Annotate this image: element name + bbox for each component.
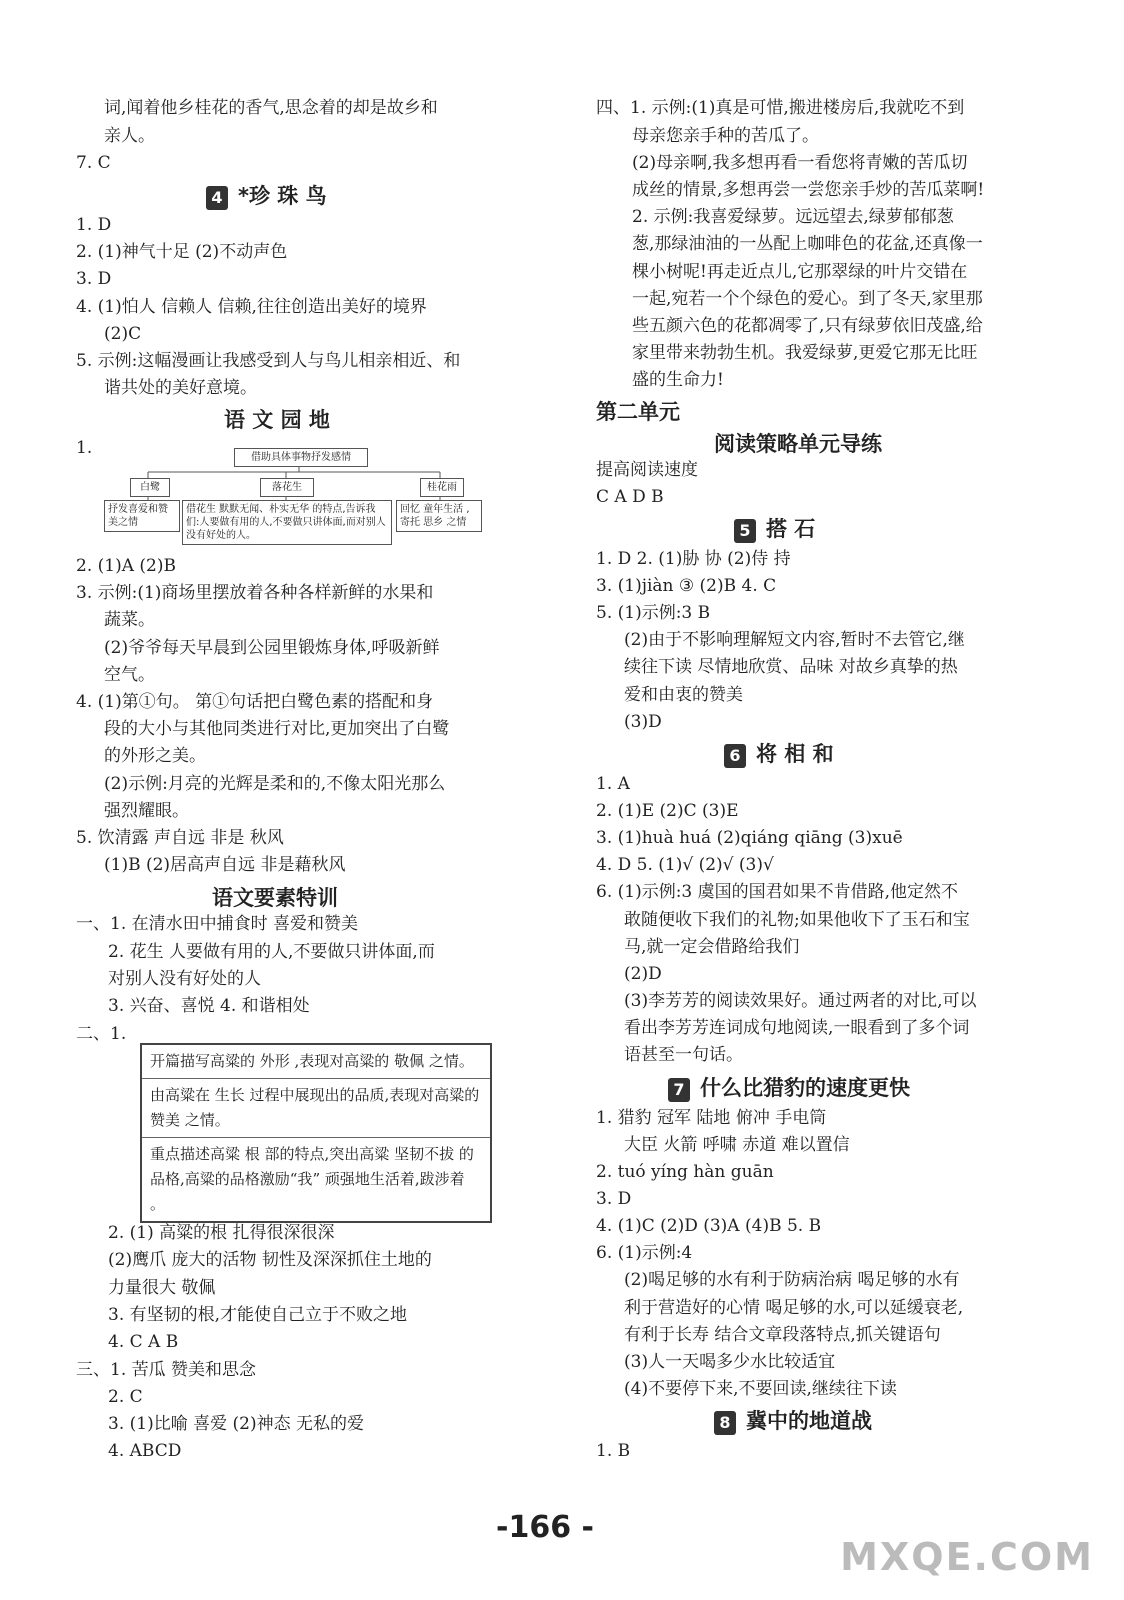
answer-line: 2. tuó yíng hàn guān bbox=[596, 1162, 774, 1182]
answer-line: 段的大小与其他同类进行对比,更加突出了白鹭 bbox=[104, 719, 450, 739]
answer-line: (2)由于不影响理解短文内容,暂时不去管它,继 bbox=[624, 630, 965, 650]
answer-line: 4. (1)C (2)D (3)A (4)B 5. B bbox=[596, 1216, 822, 1236]
section-title-5: 5 搭 石 bbox=[734, 513, 815, 543]
section-title-texun: 语文要素特训 bbox=[212, 886, 338, 910]
text-line: 亲人。 bbox=[104, 126, 155, 146]
diagram-node-bailu: 白鹭 bbox=[130, 478, 170, 497]
answer-line: 2. C bbox=[108, 1387, 143, 1407]
answer-line: (3)人一天喝多少水比较适宜 bbox=[624, 1352, 836, 1372]
answer-line: 5. 饮清露 声自远 非是 秋风 bbox=[76, 828, 284, 848]
section-title-7: 7 什么比猎豹的速度更快 bbox=[668, 1072, 910, 1102]
answer-line: (4)不要停下来,不要回读,继续往下读 bbox=[624, 1379, 897, 1399]
answer-line: 5. (1)示例:3 B bbox=[596, 603, 711, 623]
table-row: 由高粱在 生长 过程中展现出的品质,表现对高粱的 赞美 之情。 bbox=[142, 1079, 490, 1138]
section-number-badge: 4 bbox=[206, 186, 228, 210]
answer-line: 4. (1)怕人 信赖人 信赖,往往创造出美好的境界 bbox=[76, 297, 427, 317]
answer-line: 1. A bbox=[596, 774, 630, 794]
answer-line: 4. D 5. (1)√ (2)√ (3)√ bbox=[596, 855, 774, 875]
section-title-6: 6 将 相 和 bbox=[724, 738, 834, 768]
answer-line: 看出李芳芳连词成句地阅读,一眼看到了多个词 bbox=[624, 1018, 970, 1038]
text-line: 词,闻着他乡桂花的香气,思念着的却是故乡和 bbox=[104, 98, 438, 118]
answer-line: (2)D bbox=[624, 964, 662, 984]
answer-line: 马,就一定会借路给我们 bbox=[624, 937, 800, 957]
section-title-4: 4 *珍 珠 鸟 bbox=[206, 180, 327, 210]
answer-line: 的外形之美。 bbox=[104, 746, 206, 766]
answer-table bbox=[140, 1043, 492, 1223]
table-row: 重点描述高粱 根 部的特点,突出高粱 坚韧不拔 的品格,高粱的品格激励“我” 顽强地生活着,跋涉着 。 bbox=[150, 1145, 474, 1213]
section-number-badge: 5 bbox=[734, 519, 756, 543]
diagram-node-guihuayu: 桂花雨 bbox=[420, 478, 464, 497]
answer-line: (1)B (2)居高声自远 非是藉秋风 bbox=[104, 855, 346, 875]
answer-line: 3. 有坚韧的根,才能使自己立于不败之地 bbox=[108, 1305, 408, 1325]
answer-line: 3. 示例:(1)商场里摆放着各种各样新鲜的水果和 bbox=[76, 583, 434, 603]
answer-line: 葱,那绿油油的一丛配上咖啡色的花盆,还真像一 bbox=[632, 234, 983, 254]
answer-line: (2)C bbox=[104, 324, 142, 344]
answer-line: 些五颜六色的花都凋零了,只有绿萝依旧茂盛,给 bbox=[632, 316, 983, 336]
table-row: 开篇描写高粱的 外形 ,表现对高粱的 敬佩 之情。 bbox=[142, 1045, 490, 1079]
answer-line: C A D B bbox=[596, 487, 664, 507]
answer-line: 力量很大 敬佩 bbox=[108, 1278, 216, 1298]
answer-line: 对别人没有好处的人 bbox=[108, 969, 261, 989]
section-number-badge: 7 bbox=[668, 1078, 690, 1102]
diagram-leaf-guihuayu: 回忆 童年生活 ,寄托 思乡 之情 bbox=[396, 500, 482, 532]
answer-line: (2)鹰爪 庞大的活物 韧性及深深抓住土地的 bbox=[108, 1250, 432, 1270]
mind-map-diagram bbox=[104, 448, 494, 558]
answer-line: (3)D bbox=[624, 712, 662, 732]
answer-line: 6. (1)示例:3 虞国的国君如果不肯借路,他定然不 bbox=[596, 882, 959, 902]
answer-line: 2. (1)A (2)B bbox=[76, 556, 176, 576]
answer-line: 2. (1) 高粱的根 扎得很深很深 bbox=[108, 1223, 335, 1243]
unit-heading: 第二单元 bbox=[596, 400, 680, 424]
answer-line: 3. 兴奋、喜悦 4. 和谐相处 bbox=[108, 996, 310, 1016]
answer-line: 5. 示例:这幅漫画让我感受到人与鸟儿相亲相近、和 bbox=[76, 351, 461, 371]
answer-line: 2. 示例:我喜爱绿萝。远远望去,绿萝郁郁葱 bbox=[632, 207, 954, 227]
answer-line: 利于营造好的心情 喝足够的水,可以延缓衰老, bbox=[624, 1298, 964, 1318]
answer-line: (2)示例:月亮的光辉是柔和的,不像太阳光那么 bbox=[104, 774, 446, 794]
section-number-badge: 8 bbox=[714, 1411, 736, 1435]
answer-line: 一、1. 在清水田中捕食时 喜爱和赞美 bbox=[76, 914, 359, 934]
answer-line: 盛的生命力! bbox=[632, 370, 724, 390]
answer-line: 四、1. 示例:(1)真是可惜,搬进楼房后,我就吃不到 bbox=[596, 98, 965, 118]
answer-line: 母亲您亲手种的苦瓜了。 bbox=[632, 126, 819, 146]
answer-line: 大臣 火箭 呼啸 赤道 难以置信 bbox=[624, 1135, 850, 1155]
answer-line: 3. D bbox=[596, 1189, 632, 1209]
answer-line: 一起,宛若一个个绿色的爱心。到了冬天,家里那 bbox=[632, 289, 983, 309]
answer-line: 1. D bbox=[76, 215, 112, 235]
watermark: MXQE.COM bbox=[840, 1535, 1094, 1579]
diagram-leaf-bailu: 抒发喜爱和赞美之情 bbox=[104, 500, 180, 532]
answer-line: 爱和由衷的赞美 bbox=[624, 685, 743, 705]
answer-line: 4. ABCD bbox=[108, 1441, 182, 1461]
answer-line: 三、1. 苦瓜 赞美和思念 bbox=[76, 1360, 257, 1380]
answer-line: 2. 花生 人要做有用的人,不要做只讲体面,而 bbox=[108, 942, 435, 962]
answer-line: 4. C A B bbox=[108, 1332, 179, 1352]
answer-line: 1. 猎豹 冠军 陆地 俯冲 手电筒 bbox=[596, 1108, 827, 1128]
section-title-yuwen-yuandi: 语 文 园 地 bbox=[224, 408, 330, 432]
answer-line: 2. (1)神气十足 (2)不动声色 bbox=[76, 242, 288, 262]
diagram-root-node: 借助具体事物抒发感情 bbox=[234, 448, 368, 467]
answer-line: 3. (1)jiàn ③ (2)B 4. C bbox=[596, 576, 777, 596]
diagram-node-luohuasheng: 落花生 bbox=[260, 478, 314, 497]
answer-line: 2. (1)E (2)C (3)E bbox=[596, 801, 739, 821]
answer-line: 3. (1)huà huá (2)qiáng qiāng (3)xuē bbox=[596, 828, 903, 848]
answer-line: 提高阅读速度 bbox=[596, 460, 698, 480]
answer-line: 3. D bbox=[76, 269, 112, 289]
answer-line: 7. C bbox=[76, 153, 111, 173]
section-title-guide: 阅读策略单元导练 bbox=[714, 432, 882, 456]
answer-line: 有利于长寿 结合文章段落特点,抓关键语句 bbox=[624, 1325, 941, 1345]
answer-line: 语甚至一句话。 bbox=[624, 1045, 743, 1065]
answer-line: 4. (1)第①句。 第①句话把白鹭色素的搭配和身 bbox=[76, 692, 434, 712]
answer-line: 空气。 bbox=[104, 665, 155, 685]
answer-line: (3)李芳芳的阅读效果好。通过两者的对比,可以 bbox=[624, 991, 977, 1011]
answer-line: 6. (1)示例:4 bbox=[596, 1243, 693, 1263]
answer-line: 家里带来勃勃生机。我爱绿萝,更爱它那无比旺 bbox=[632, 343, 978, 363]
answer-line: 敢随便收下我们的礼物;如果他收下了玉石和宝 bbox=[624, 910, 970, 930]
answer-line: 二、1. bbox=[76, 1024, 127, 1044]
section-title-8: 8 冀中的地道战 bbox=[714, 1405, 872, 1435]
answer-line: (2)母亲啊,我多想再看一看您将青嫩的苦瓜切 bbox=[632, 153, 968, 173]
answer-line: 谐共处的美好意境。 bbox=[104, 378, 257, 398]
answer-line: 1. B bbox=[596, 1441, 631, 1461]
answer-line: (2)爷爷每天早晨到公园里锻炼身体,呼吸新鲜 bbox=[104, 638, 440, 658]
answer-line: 续往下读 尽情地欣赏、品味 对故乡真挚的热 bbox=[624, 657, 958, 677]
section-number-badge: 6 bbox=[724, 744, 746, 768]
answer-line: 3. (1)比喻 喜爱 (2)神态 无私的爱 bbox=[108, 1414, 364, 1434]
answer-line: 棵小树呢!再走近点儿,它那翠绿的叶片交错在 bbox=[632, 262, 968, 282]
answer-line: 蔬菜。 bbox=[104, 610, 155, 630]
diagram-leaf-luohuasheng: 借花生 默默无闻、朴实无华 的特点,告诉我们:人要做有用的人,不要做只讲体面,而对别人没有好处的人。 bbox=[182, 500, 392, 545]
answer-line: 强烈耀眼。 bbox=[104, 801, 189, 821]
page-number: -166 - bbox=[496, 1510, 594, 1545]
answer-line: (2)喝足够的水有利于防病治病 喝足够的水有 bbox=[624, 1270, 960, 1290]
answer-line: 1. D 2. (1)胁 协 (2)侍 持 bbox=[596, 549, 791, 569]
answer-line: 1. bbox=[76, 438, 93, 458]
answer-line: 成丝的情景,多想再尝一尝您亲手炒的苦瓜菜啊! bbox=[632, 180, 985, 200]
